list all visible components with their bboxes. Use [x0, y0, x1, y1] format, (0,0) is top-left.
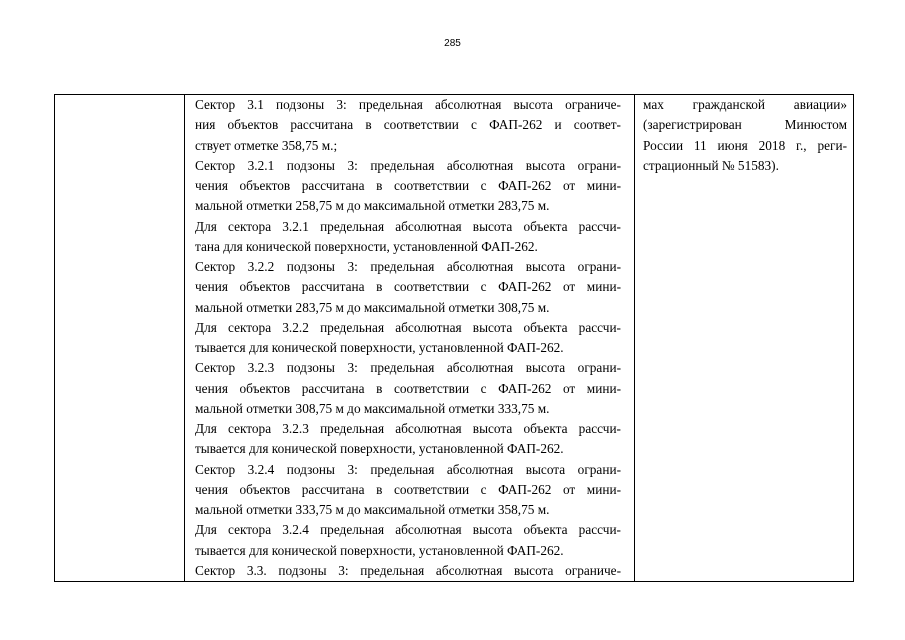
text-line: ствует отметке 358,75 м.;	[195, 137, 338, 153]
legal-reference-text	[635, 95, 853, 176]
text-line: Сектор 3.3. подзоны 3: предельная абсолютная высота ограниче-	[195, 562, 621, 578]
table-cell-legal-reference	[635, 95, 854, 582]
text-line: чения объектов рассчитана в соответствии с ФАП-262 от мини-	[195, 178, 621, 193]
text-line: Для сектора 3.2.2 предельная абсолютная высота объекта рассчи-	[195, 319, 621, 335]
text-line: тывается для конической поверхности, установленной ФАП-262.	[195, 441, 564, 457]
text-line: Сектор 3.1 подзоны 3: предельная абсолютная высота ограниче-	[195, 97, 621, 112]
document-table	[54, 94, 854, 582]
page-number: 285	[444, 38, 461, 49]
text-line: (зарегистрирован Минюстом	[643, 117, 847, 133]
text-line: чения объектов рассчитана в соответствии с ФАП-262 от мини-	[195, 380, 621, 396]
text-line: мальной отметки 308,75 м до максимальной отметки 333,75 м.	[195, 400, 550, 416]
sector-description-text	[185, 95, 634, 581]
text-line: Сектор 3.2.3 подзоны 3: предельная абсолютная высота ограни-	[195, 360, 621, 376]
text-line: Для сектора 3.2.4 предельная абсолютная высота объекта рассчи-	[195, 522, 621, 538]
text-line: мальной отметки 283,75 м до максимальной отметки 308,75 м.	[195, 299, 550, 315]
text-line: страционный № 51583).	[643, 157, 779, 173]
text-line: Сектор 3.2.4 подзоны 3: предельная абсолютная высота ограни-	[195, 461, 621, 477]
text-line: России 11 июня 2018 г., реги-	[643, 137, 847, 153]
text-line: чения объектов рассчитана в соответствии с ФАП-262 от мини-	[195, 481, 621, 497]
table-cell-first-column	[55, 95, 185, 582]
text-line: чения объектов рассчитана в соответствии с ФАП-262 от мини-	[195, 279, 621, 295]
text-line: тывается для конической поверхности, установленной ФАП-262.	[195, 340, 564, 355]
text-line: тывается для конической поверхности, установленной ФАП-262.	[195, 542, 564, 558]
table-cell-sector-description	[185, 95, 635, 582]
text-line: Для сектора 3.2.1 предельная абсолютная высота объекта рассчи-	[195, 218, 621, 234]
table-row	[55, 95, 854, 582]
text-line: Сектор 3.2.2 подзоны 3: предельная абсолютная высота ограни-	[195, 259, 621, 274]
text-line: мах гражданской авиации»	[643, 97, 847, 112]
text-line: мальной отметки 258,75 м до максимальной отметки 283,75 м.	[195, 198, 550, 214]
text-line: ния объектов рассчитана в соответствии с ФАП-262 и соответ-	[195, 117, 621, 133]
text-line: Для сектора 3.2.3 предельная абсолютная высота объекта рассчи-	[195, 421, 621, 436]
text-line: Сектор 3.2.1 подзоны 3: предельная абсолютная высота ограни-	[195, 157, 621, 173]
text-line: мальной отметки 333,75 м до максимальной отметки 358,75 м.	[195, 502, 550, 517]
text-line: тана для конической поверхности, установленной ФАП-262.	[195, 238, 538, 254]
